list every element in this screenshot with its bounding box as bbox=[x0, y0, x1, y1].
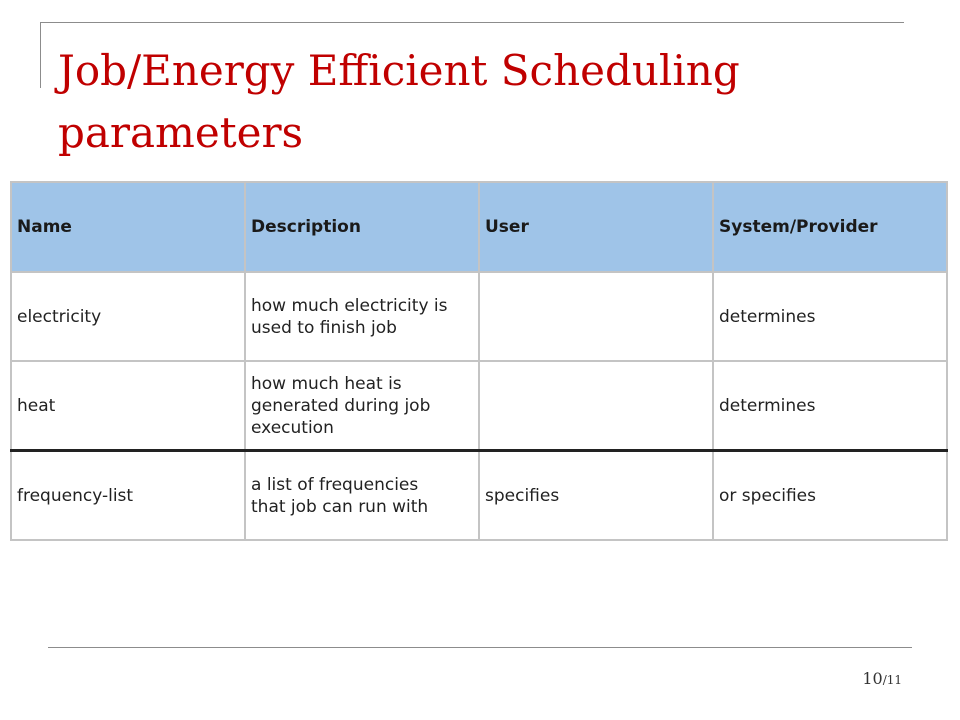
cell-description bbox=[245, 272, 479, 361]
cell-name: frequency-list bbox=[11, 451, 245, 541]
header-name: Name bbox=[11, 182, 245, 272]
header-description: Description bbox=[245, 182, 479, 272]
page-total: /11 bbox=[882, 673, 902, 687]
description-line: that job can run with bbox=[251, 496, 429, 517]
description-line: a list of frequencies bbox=[251, 474, 419, 495]
cell-description bbox=[245, 451, 479, 541]
cell-user: specifies bbox=[479, 451, 713, 541]
description-line: how much heat is bbox=[251, 373, 402, 394]
parameters-table-container bbox=[10, 181, 948, 541]
cell-user bbox=[479, 272, 713, 361]
description-line: generated during job bbox=[251, 395, 431, 416]
header-user: User bbox=[479, 182, 713, 272]
slide-title bbox=[58, 40, 898, 164]
title-line-1: Job/Energy Efficient Scheduling bbox=[58, 46, 740, 95]
header-rule-left bbox=[40, 22, 41, 88]
cell-system: or specifies bbox=[713, 451, 947, 541]
cell-user bbox=[479, 361, 713, 451]
table-row bbox=[11, 451, 947, 541]
description-line: execution bbox=[251, 417, 334, 438]
cell-system: determines bbox=[713, 361, 947, 451]
cell-name: electricity bbox=[11, 272, 245, 361]
footer-rule bbox=[48, 647, 912, 648]
page-current: 10 bbox=[862, 669, 883, 688]
title-line-2: parameters bbox=[58, 108, 304, 157]
table-header-row bbox=[11, 182, 947, 272]
description-line: how much electricity is bbox=[251, 295, 448, 316]
header-rule-top bbox=[40, 22, 904, 23]
description-line: used to finish job bbox=[251, 317, 397, 338]
parameters-table bbox=[10, 181, 948, 541]
table-row bbox=[11, 272, 947, 361]
header-system-provider: System/Provider bbox=[713, 182, 947, 272]
cell-name: heat bbox=[11, 361, 245, 451]
cell-description bbox=[245, 361, 479, 451]
table-row bbox=[11, 361, 947, 451]
page-number bbox=[862, 669, 902, 688]
cell-system: determines bbox=[713, 272, 947, 361]
